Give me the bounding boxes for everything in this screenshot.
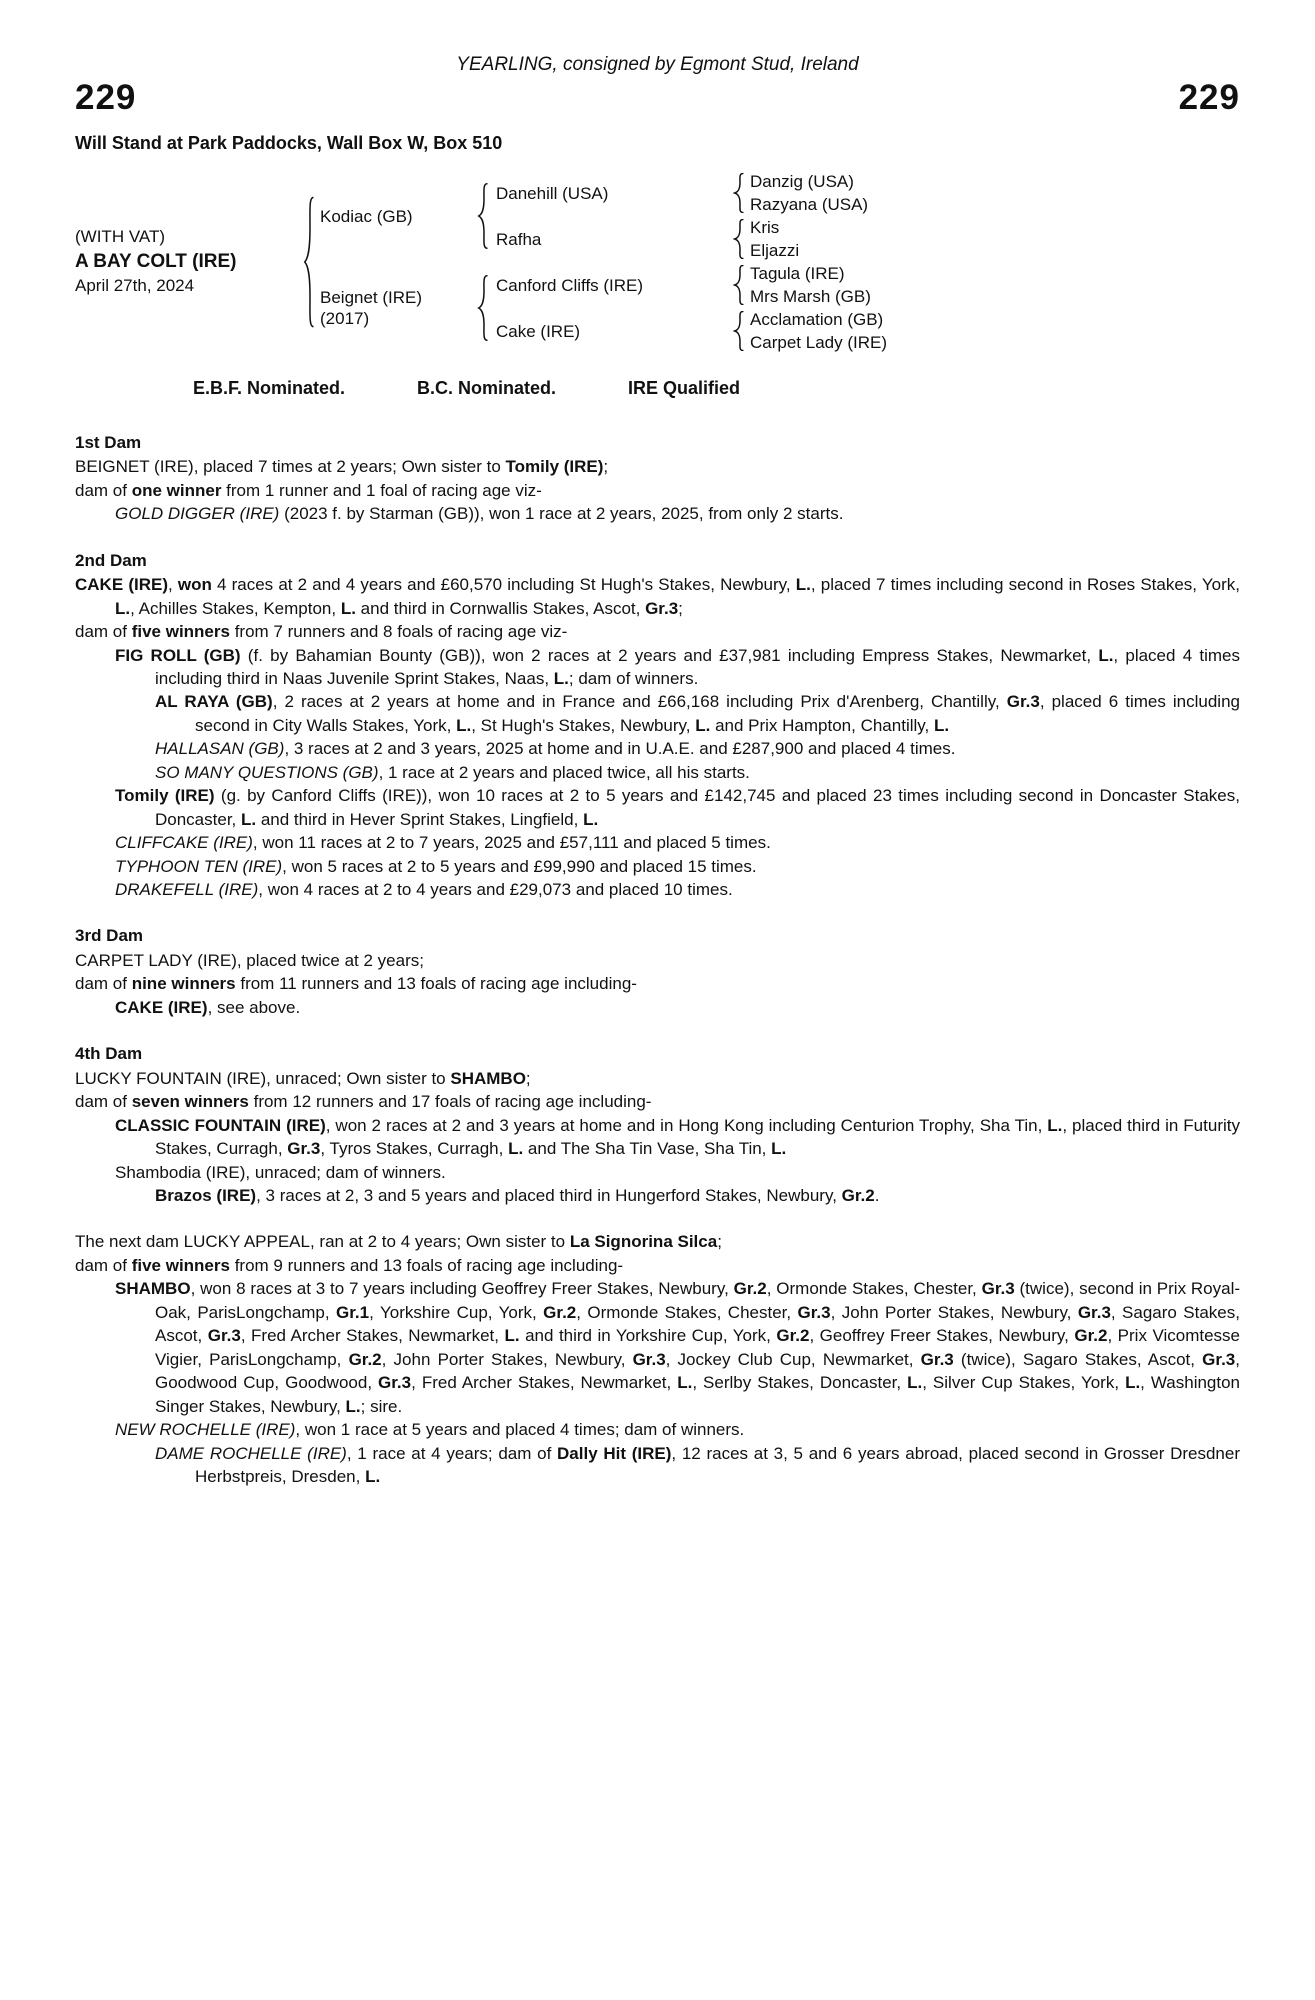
dam-section: [75, 924, 1240, 1019]
vat-note: (WITH VAT): [75, 227, 166, 247]
gen4-name-3: Kris: [750, 218, 780, 238]
pedigree-entry: dam of five winners from 7 runners and 8 foals of racing age viz-: [75, 622, 568, 642]
pedigree-entry: Tomily (IRE) (g. by Canford Cliffs (IRE)), won 10 races at 2 to 5 years and £142,745 and placed 23 times including second in Doncaster Stakes, Doncaster, L. and third in Hever Sprint Stakes, Lingfield, L.: [115, 786, 1240, 829]
pedigree-entry: dam of five winners from 9 runners and 13 foals of racing age including-: [75, 1255, 624, 1275]
pedigree-entry: NEW ROCHELLE (IRE), won 1 race at 5 years and placed 4 times; dam of winners.: [115, 1420, 745, 1440]
ire-qualified-label: IRE Qualified: [628, 378, 741, 399]
pedigree-entry: DRAKEFELL (IRE), won 4 races at 2 to 4 years and £29,073 and placed 10 times.: [115, 880, 733, 900]
pedigree-entry: FIG ROLL (GB) (f. by Bahamian Bounty (GB)), won 2 races at 2 years and £37,981 including Empress Stakes, Newmarket, L., placed 4 times including third in Naas Juvenile Sprint Stakes, Naas, L.; dam of winners.: [115, 645, 1241, 688]
pedigree-entry: LUCKY FOUNTAIN (IRE), unraced; Own sister to SHAMBO;: [75, 1068, 531, 1088]
pedigree-brace-gen3-4: [730, 308, 750, 354]
dam-section: [75, 549, 1240, 902]
dam-heading: 4th Dam: [75, 1044, 143, 1064]
lot-number-right: 229: [1178, 78, 1240, 118]
pedigree-entry: dam of seven winners from 12 runners and 17 foals of racing age including-: [75, 1092, 652, 1112]
pedigree-entry: Brazos (IRE), 3 races at 2, 3 and 5 years and placed third in Hungerford Stakes, Newbury, Gr.2.: [155, 1186, 880, 1206]
lot-number-row: [75, 78, 1240, 118]
dam-section: [75, 431, 1240, 526]
dam-section: [75, 1230, 1240, 1488]
pedigree-entry: CLASSIC FOUNTAIN (IRE), won 2 races at 2 and 3 years at home and in Hong Kong including Centurion Trophy, Sha Tin, L., placed third in Futurity Stakes, Curragh, Gr.3, Tyros Stakes, Curragh, L. and The Sha Tin Vase, Sha Tin, L.: [115, 1115, 1240, 1159]
pedigree-entry: Shambodia (IRE), unraced; dam of winners.: [115, 1162, 446, 1182]
lot-number-left: 229: [75, 78, 137, 118]
gen3-name-dam-dam: Cake (IRE): [496, 321, 581, 341]
dam-sections: [75, 431, 1240, 1489]
bc-nominated-label: B.C. Nominated.: [417, 378, 557, 399]
pedigree-brace-gen1: [300, 170, 320, 354]
pedigree-entry: SO MANY QUESTIONS (GB), 1 race at 2 years and placed twice, all his starts.: [155, 762, 750, 782]
pedigree-entry: TYPHOON TEN (IRE), won 5 races at 2 to 5 years and £99,990 and placed 15 times.: [115, 856, 757, 876]
gen4-name-8: Carpet Lady (IRE): [750, 333, 887, 353]
pedigree-entry: GOLD DIGGER (IRE) (2023 f. by Starman (GB)), won 1 race at 2 years, 2025, from only 2 starts.: [115, 504, 844, 524]
pedigree-entry: The next dam LUCKY APPEAL, ran at 2 to 4 years; Own sister to La Signorina Silca;: [75, 1232, 722, 1252]
pedigree-entry: CAKE (IRE), won 4 races at 2 and 4 years and £60,570 including St Hugh's Stakes, Newbury, L., placed 7 times including second in Roses Stakes, York, L., Achilles Stakes, Kempton, L. and third in Cornwallis Stakes, Ascot, Gr.3;: [75, 575, 1240, 618]
pedigree-entry: CLIFFCAKE (IRE), won 11 races at 2 to 7 years, 2025 and £57,111 and placed 5 times.: [115, 833, 771, 853]
dam-section: [75, 1042, 1240, 1207]
pedigree-brace-gen3-1: [730, 170, 750, 216]
pedigree-entry: dam of nine winners from 11 runners and 13 foals of racing age including-: [75, 974, 637, 994]
gen4-name-5: Tagula (IRE): [750, 264, 845, 284]
dam-heading: 3rd Dam: [75, 926, 144, 946]
pedigree-entry: CAKE (IRE), see above.: [115, 997, 301, 1017]
pedigree-entry: DAME ROCHELLE (IRE), 1 race at 4 years; dam of Dally Hit (IRE), 12 races at 3, 5 and 6 years abroad, placed second in Grosser Dresdner Herbstpreis, Dresden, L.: [155, 1443, 1240, 1486]
dam-name: Beignet (IRE): [320, 288, 423, 308]
gen4-name-2: Razyana (USA): [750, 195, 869, 215]
pedigree-brace-gen3-2: [730, 216, 750, 262]
dam-name-block: [320, 287, 472, 329]
foal-date: April 27th, 2024: [75, 275, 195, 295]
horse-title: A BAY COLT (IRE): [75, 251, 237, 273]
pedigree-brace-gen3-3: [730, 262, 750, 308]
dam-heading: 2nd Dam: [75, 550, 147, 570]
pedigree-entry: AL RAYA (GB), 2 races at 2 years at home and in France and £66,168 including Prix d'Arenberg, Chantilly, Gr.3, placed 6 times including second in City Walls Stakes, York, L., St Hugh's Stakes, Newbury, L. and Prix Hampton, Chantilly, L.: [155, 692, 1240, 735]
pedigree-entry: CARPET LADY (IRE), placed twice at 2 years;: [75, 950, 424, 970]
gen4-name-7: Acclamation (GB): [750, 310, 884, 330]
gen4-name-1: Danzig (USA): [750, 172, 854, 192]
gen4-name-6: Mrs Marsh (GB): [750, 287, 871, 307]
pedigree-brace-dam: [472, 262, 496, 354]
sire-name: Kodiac (GB): [320, 206, 413, 226]
pedigree-entry: dam of one winner from 1 runner and 1 foal of racing age viz-: [75, 480, 542, 500]
dam-heading: 1st Dam: [75, 432, 142, 452]
gen3-name-sire-dam: Rafha: [496, 229, 542, 249]
pedigree-tree: [75, 170, 1240, 354]
pedigree-brace-sire: [472, 170, 496, 262]
pedigree-entry: SHAMBO, won 8 races at 3 to 7 years including Geoffrey Freer Stakes, Newbury, Gr.2, Ormonde Stakes, Chester, Gr.3 (twice), second in Prix Royal-Oak, ParisLongchamp, Gr.1, Yorkshire Cup, York, Gr.2, Ormonde Stakes, Chester, Gr.3, John Porter Stakes, Newbury, Gr.3, Sagaro Stakes, Ascot, Gr.3, Fred Archer Stakes, Newmarket, L. and third in Yorkshire Cup, York, Gr.2, Geoffrey Freer Stakes, Newbury, Gr.2, Prix Vicomtesse Vigier, ParisLongchamp, Gr.2, John Porter Stakes, Newbury, Gr.3, Jockey Club Cup, Newmarket, Gr.3 (twice), Sagaro Stakes, Ascot, Gr.3, Goodwood Cup, Goodwood, Gr.3, Fred Archer Stakes, Newmarket, L., Serlby Stakes, Doncaster, L., Silver Cup Stakes, York, L., Washington Singer Stakes, Newbury, L.; sire.: [115, 1279, 1241, 1416]
gen4-name-4: Eljazzi: [750, 241, 800, 261]
colt-info-block: [75, 226, 300, 298]
consignor-line: YEARLING, consigned by Egmont Stud, Ireland: [456, 54, 859, 75]
ebf-nominated-label: E.B.F. Nominated.: [193, 378, 346, 399]
gen3-name-sire-sire: Danehill (USA): [496, 183, 609, 203]
dam-year: (2017): [320, 309, 370, 329]
stand-location-line: Will Stand at Park Paddocks, Wall Box W, Box 510: [75, 133, 503, 154]
pedigree-entry: HALLASAN (GB), 3 races at 2 and 3 years, 2025 at home and in U.A.E. and £287,900 and placed 4 times.: [155, 739, 956, 759]
pedigree-entry: BEIGNET (IRE), placed 7 times at 2 years; Own sister to Tomily (IRE);: [75, 457, 609, 477]
gen3-name-dam-sire: Canford Cliffs (IRE): [496, 275, 644, 295]
nominations-row: [75, 376, 1240, 401]
